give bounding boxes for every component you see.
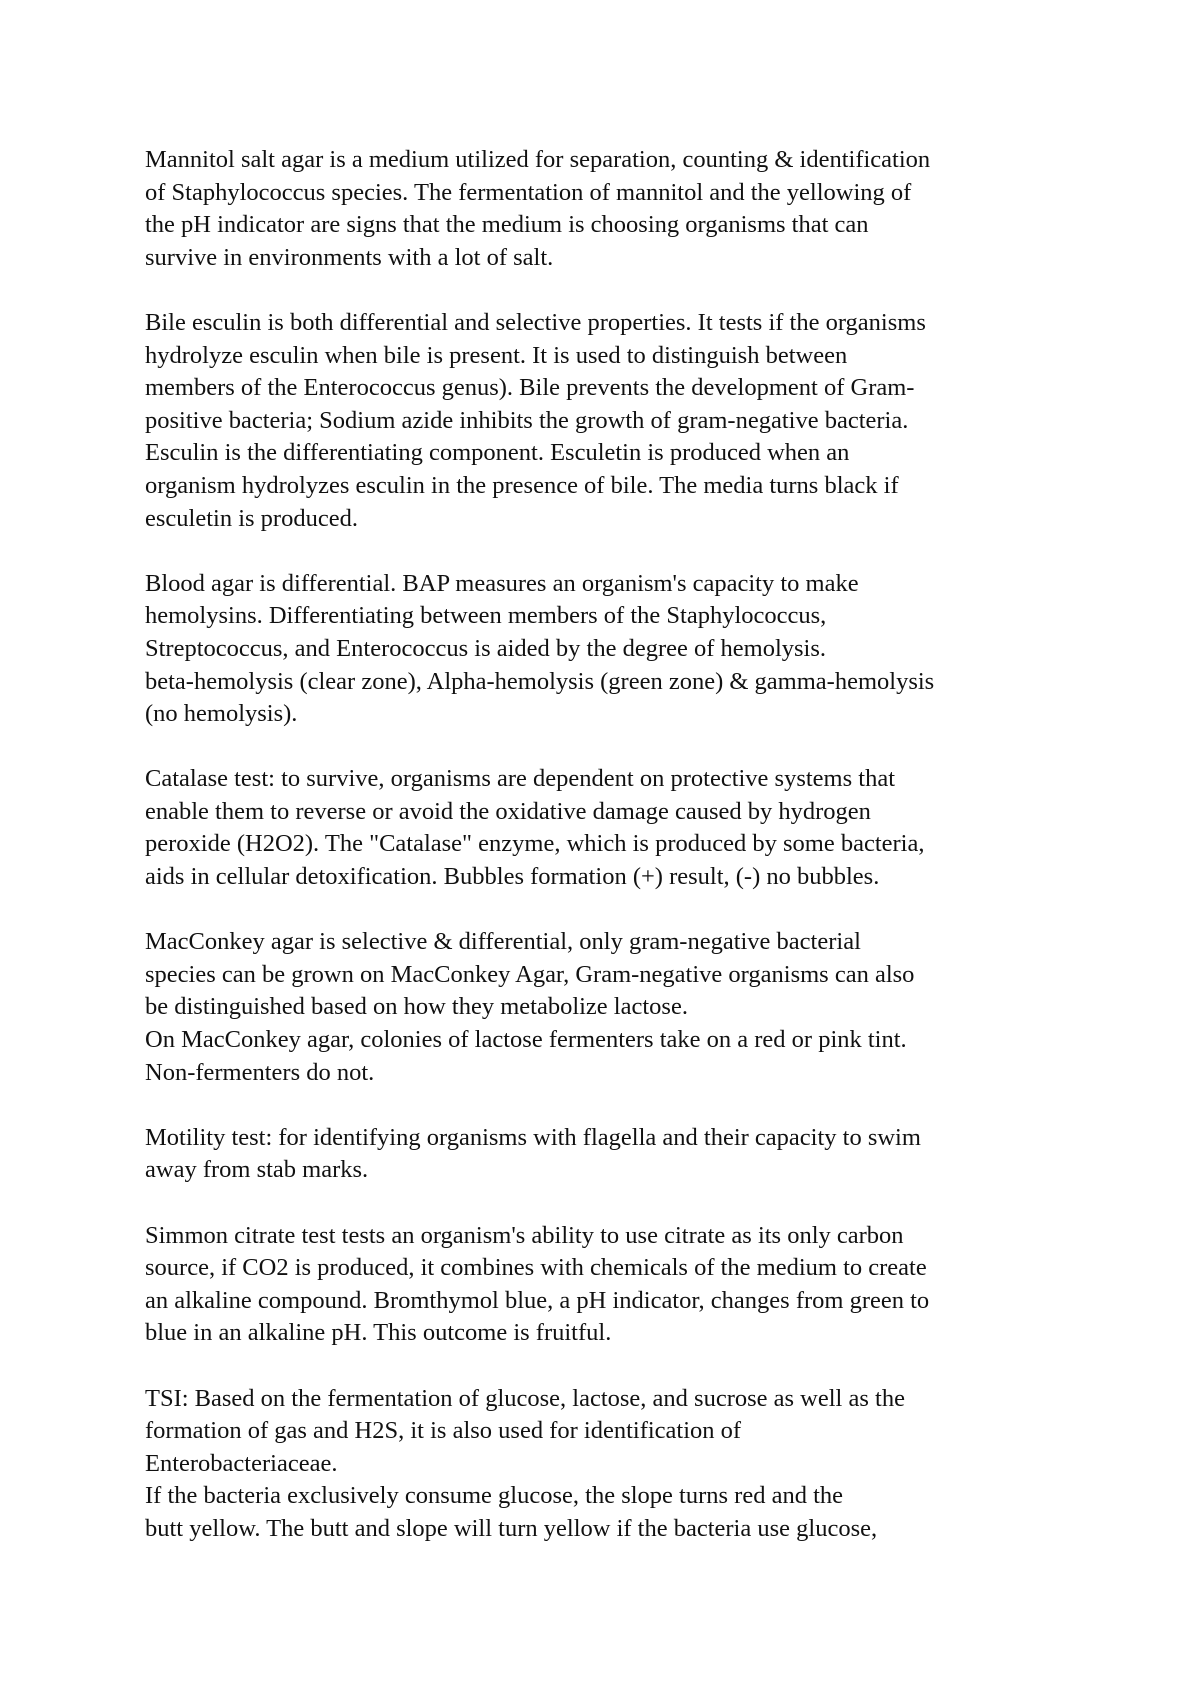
text-line: Motility test: for identifying organisms with flagella and their capacity to swim: [145, 1123, 921, 1151]
text-line: On MacConkey agar, colonies of lactose fermenters take on a red or pink tint.: [145, 1026, 907, 1054]
text-line: MacConkey agar is selective & differential, only gram-negative bacterial: [145, 928, 861, 956]
text-line: Mannitol salt agar is a medium utilized for separation, counting & identification: [145, 146, 931, 173]
text-line: Simmon citrate test tests an organism's ability to use citrate as its only carbon: [145, 1221, 904, 1249]
text-line: Streptococcus, and Enterococcus is aided by the degree of hemolysis.: [145, 634, 827, 662]
text-line: (no hemolysis).: [145, 700, 298, 728]
text-line: peroxide (H2O2). The "Catalase" enzyme, which is produced by some bacteria,: [145, 830, 925, 858]
document-body: [145, 144, 1100, 1546]
text-line: esculetin is produced.: [145, 504, 358, 532]
text-line: If the bacteria exclusively consume glucose, the slope turns red and the: [145, 1482, 844, 1510]
paragraph-macconkey-agar: [145, 926, 1100, 1089]
text-line: away from stab marks.: [145, 1156, 369, 1184]
text-line: formation of gas and H2S, it is also used for identification of: [145, 1417, 742, 1445]
paragraph-blood-agar: [145, 568, 1100, 731]
paragraph-simmon-citrate-test: [145, 1220, 1100, 1350]
text-line: positive bacteria; Sodium azide inhibits the growth of gram-negative bacteria.: [145, 406, 909, 434]
text-line: Catalase test: to survive, organisms are dependent on protective systems that: [145, 765, 896, 793]
text-line: blue in an alkaline pH. This outcome is fruitful.: [145, 1319, 612, 1347]
text-line: Blood agar is differential. BAP measures an organism's capacity to make: [145, 569, 859, 597]
text-line: hemolysins. Differentiating between members of the Staphylococcus,: [145, 602, 827, 630]
paragraph-tsi: [145, 1383, 1100, 1546]
text-line: species can be grown on MacConkey Agar, Gram-negative organisms can also: [145, 960, 915, 988]
text-line: enable them to reverse or avoid the oxidative damage caused by hydrogen: [145, 797, 871, 825]
text-line: Esculin is the differentiating component. Esculetin is produced when an: [145, 439, 850, 467]
paragraph-catalase-test: [145, 763, 1100, 893]
text-line: source, if CO2 is produced, it combines with chemicals of the medium to create: [145, 1254, 927, 1282]
text-line: organism hydrolyzes esculin in the presence of bile. The media turns black if: [145, 471, 899, 499]
text-line: aids in cellular detoxification. Bubbles formation (+) result, (-) no bubbles.: [145, 863, 880, 891]
text-line: Bile esculin is both differential and selective properties. It tests if the organisms: [145, 308, 926, 336]
text-line: members of the Enterococcus genus). Bile prevents the development of Gram-: [145, 374, 915, 402]
text-line: hydrolyze esculin when bile is present. It is used to distinguish between: [145, 341, 848, 369]
paragraph-mannitol-salt-agar: [145, 144, 1100, 274]
paragraph-motility-test: [145, 1122, 1100, 1187]
paragraph-bile-esculin: [145, 307, 1100, 535]
text-line: beta-hemolysis (clear zone), Alpha-hemolysis (green zone) & gamma-hemolysis: [145, 667, 935, 695]
text-line: be distinguished based on how they metabolize lactose.: [145, 993, 688, 1021]
text-line: an alkaline compound. Bromthymol blue, a pH indicator, changes from green to: [145, 1286, 930, 1314]
text-line: Non-fermenters do not.: [145, 1058, 375, 1086]
text-line: Enterobacteriaceae.: [145, 1449, 338, 1477]
text-line: of Staphylococcus species. The fermentation of mannitol and the yellowing of: [145, 178, 912, 206]
text-line: the pH indicator are signs that the medium is choosing organisms that can: [145, 211, 869, 239]
text-line: survive in environments with a lot of salt.: [145, 243, 554, 271]
text-line: butt yellow. The butt and slope will turn yellow if the bacteria use glucose,: [145, 1514, 878, 1542]
text-line: TSI: Based on the fermentation of glucose, lactose, and sucrose as well as the: [145, 1384, 905, 1412]
